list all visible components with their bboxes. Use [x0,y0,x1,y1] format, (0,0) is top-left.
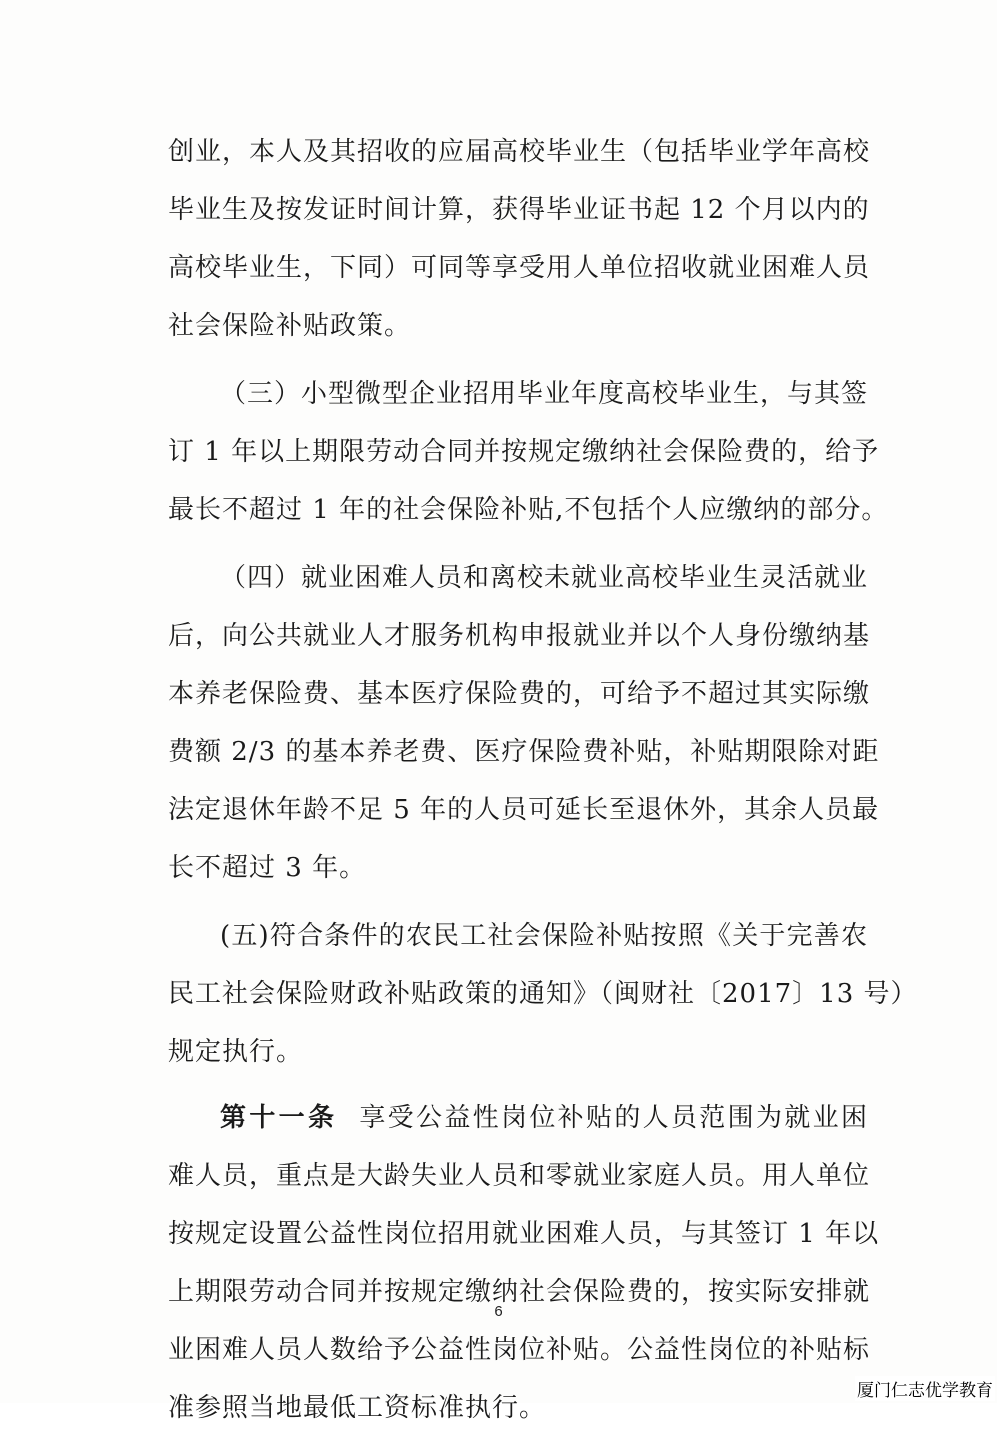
text-line: 费额 2/3 的基本养老费、医疗保险费补贴，补贴期限除对距 [168,737,880,767]
text-line: 按规定设置公益性岗位招用就业困难人员，与其签订 1 年以 [168,1219,880,1249]
text-line: 订 1 年以上期限劳动合同并按规定缴纳社会保险费的，给予 [168,437,880,467]
paragraph-item-5 [168,907,918,1081]
article-first-line: 享受公益性岗位补贴的人员范围为就业困 [359,1103,868,1133]
text-line: 毕业生及按发证时间计算，获得毕业证书起 12 个月以内的 [168,195,870,225]
text-line: 业困难人员人数给予公益性岗位补贴。公益性岗位的补贴标 [168,1335,871,1365]
text-line: (五)符合条件的农民工社会保险补贴按照《关于完善农 [220,921,868,951]
text-line: 本养老保险费、基本医疗保险费的，可给予不超过其实际缴 [168,679,871,709]
text-line: 上期限劳动合同并按规定缴纳社会保险费的，按实际安排就 [168,1277,871,1307]
paragraph-item-3 [168,365,889,539]
text-line: 高校毕业生，下同）可同等享受用人单位招收就业困难人员 [168,253,871,283]
page-number: 6 [494,1303,503,1320]
text-line: （四）就业困难人员和离校未就业高校毕业生灵活就业 [220,563,869,593]
text-line: 难人员，重点是大龄失业人员和零就业家庭人员。用人单位 [168,1161,871,1191]
text-line: （三）小型微型企业招用毕业年度高校毕业生，与其签 [220,379,869,409]
text-line: 民工社会保险财政补贴政策的通知》（闽财社〔2017〕13 号） [168,979,918,1009]
text-line [168,1089,868,1147]
paragraph-item-4 [168,549,880,897]
text-line: 最长不超过 1 年的社会保险补贴,不包括个人应缴纳的部分。 [168,495,889,525]
text-line: 社会保险补贴政策。 [168,311,412,341]
text-line: 法定退休年龄不足 5 年的人员可延长至退休外，其余人员最 [168,795,880,825]
watermark-text: 厦门仁志优学教育 [855,1376,995,1401]
text-line: 后，向公共就业人才服务机构申报就业并以个人身份缴纳基 [168,621,871,651]
paragraph-continuation [168,123,871,355]
text-line: 规定执行。 [168,1037,304,1067]
text-line: 长不超过 3 年。 [168,853,367,883]
text-line: 创业，本人及其招收的应届高校毕业生（包括毕业学年高校 [168,137,871,167]
article-heading: 第十一条 [220,1103,338,1133]
text-line: 准参照当地最低工资标准执行。 [168,1393,547,1423]
document-body [168,123,918,1437]
article-eleven [168,1089,880,1437]
